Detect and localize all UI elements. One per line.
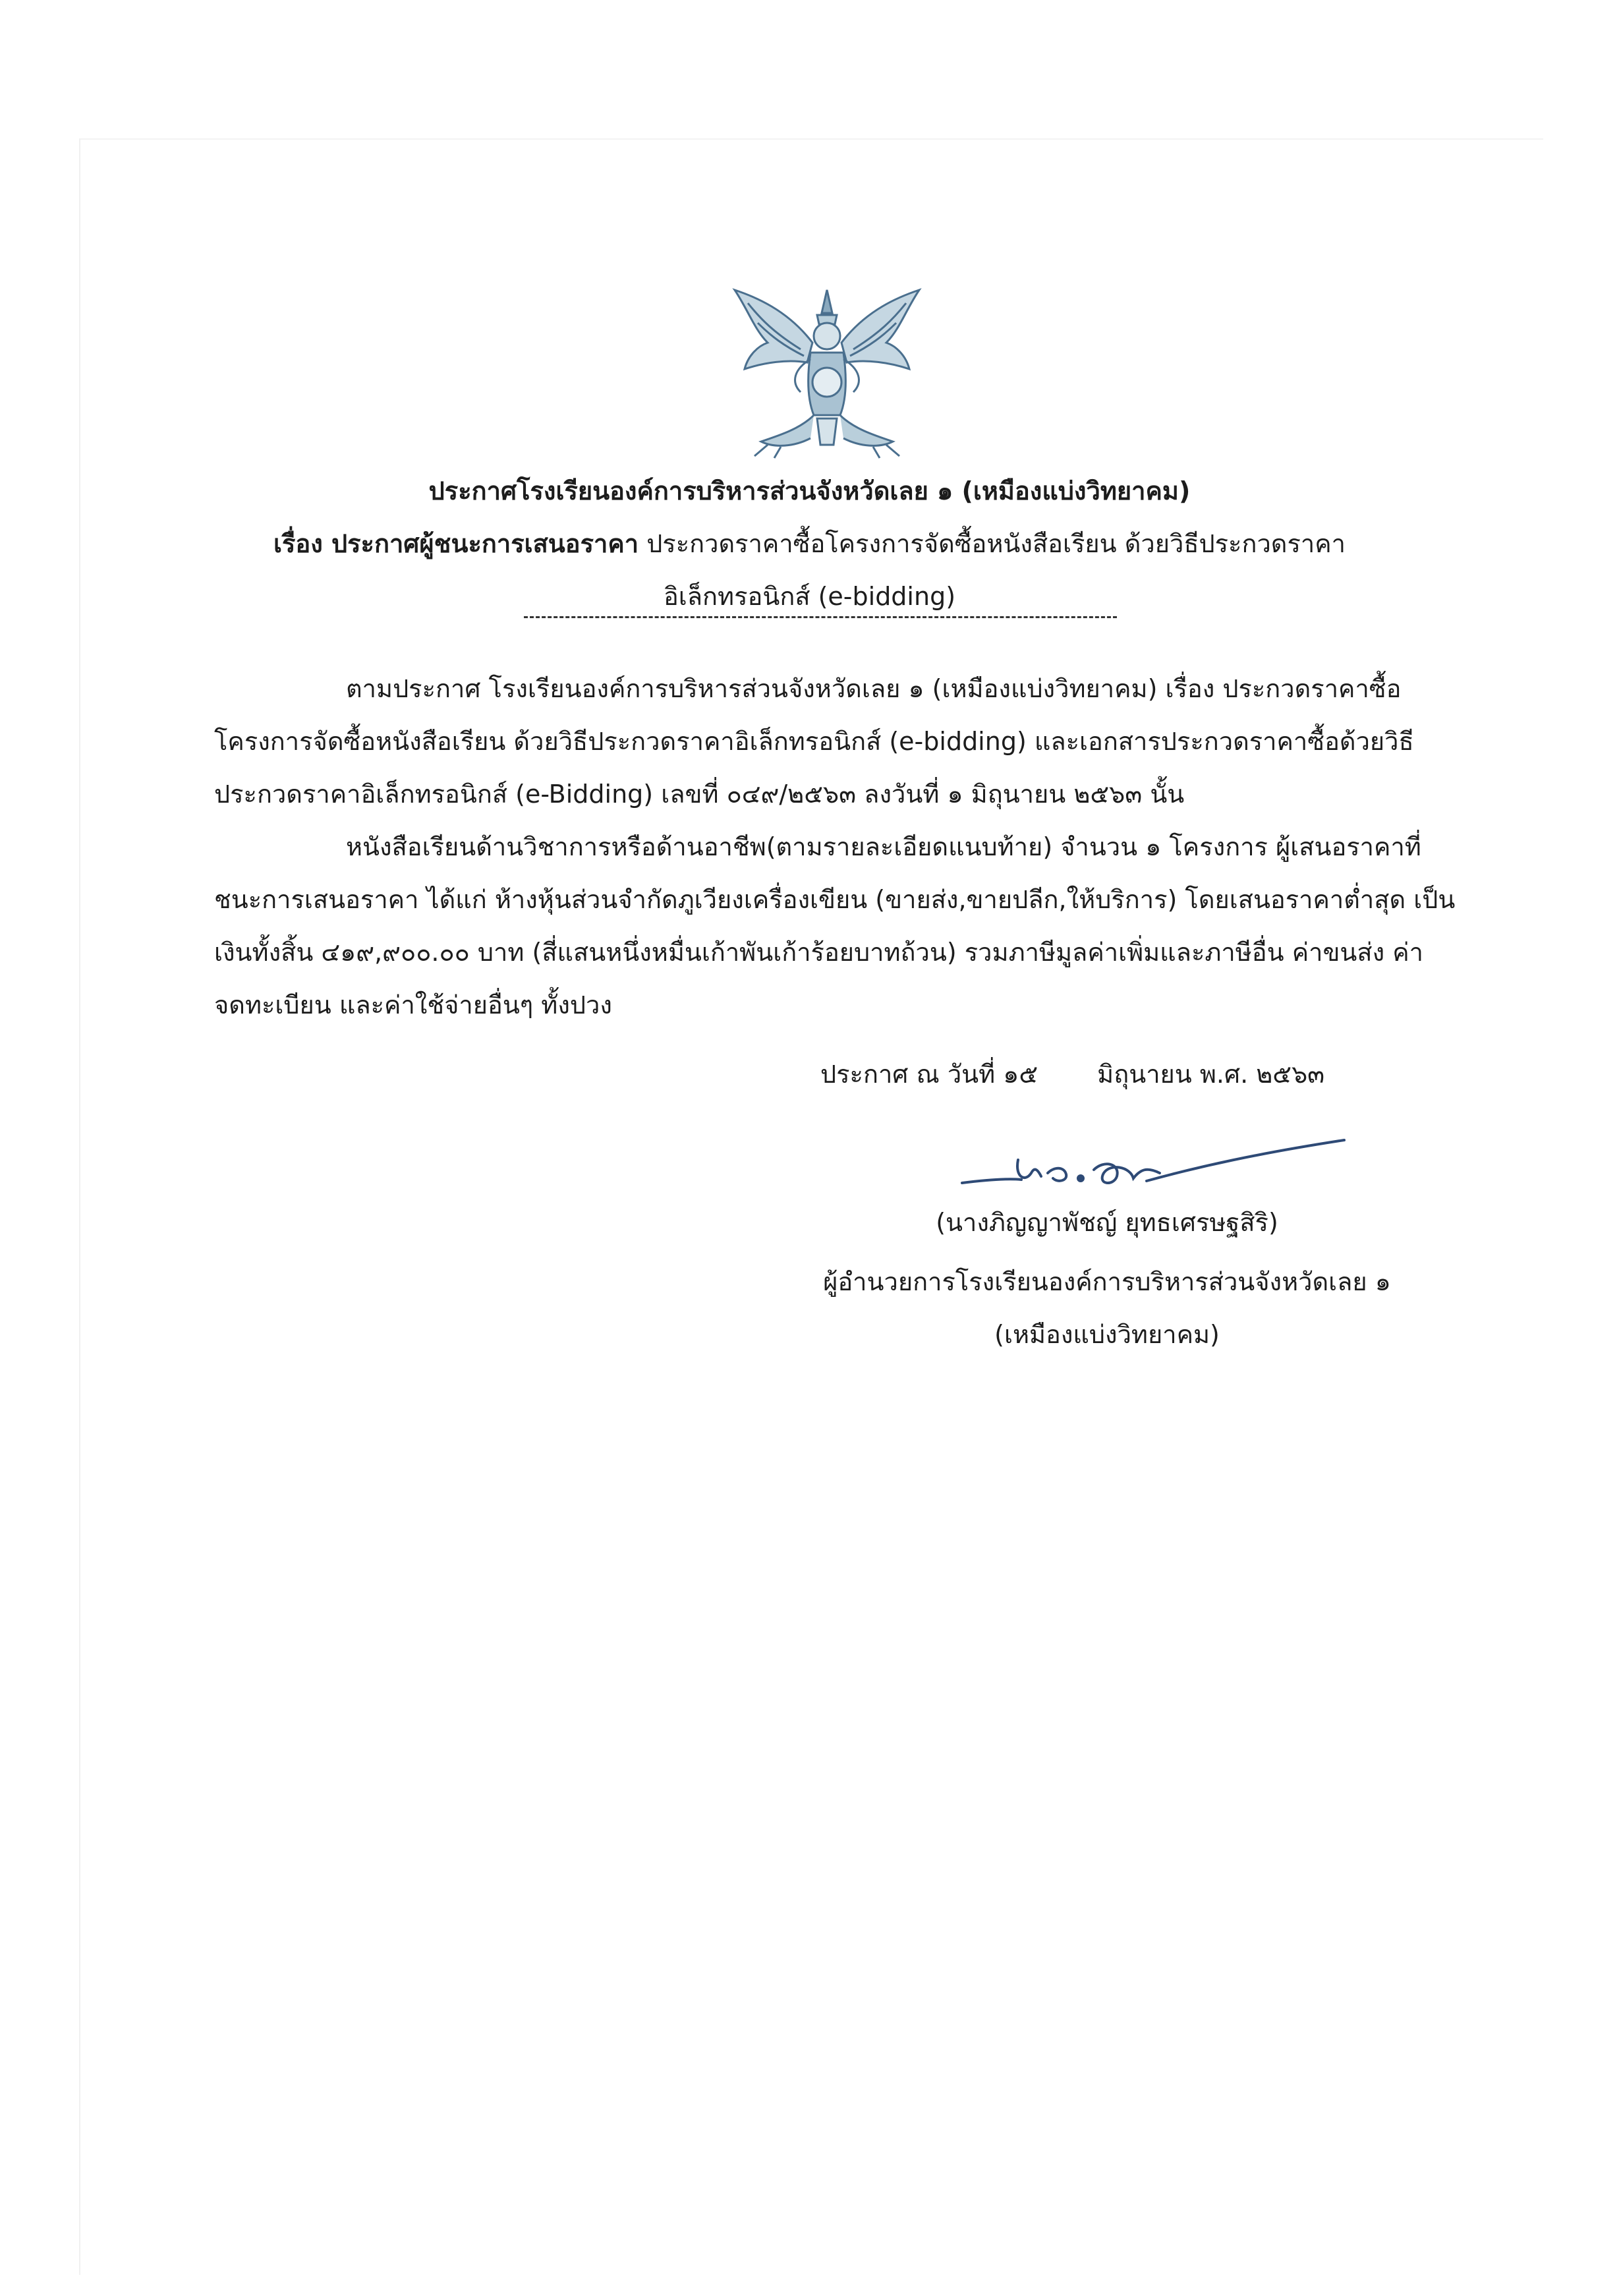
paragraph-winner	[214, 820, 1456, 1031]
paragraph-reference	[214, 662, 1427, 820]
paragraph-line: เงินทั้งสิ้น ๔๑๙,๙๐๐.๐๐ บาท (สี่แสนหนึ่งหมื่นเก้าพันเก้าร้อยบาทถ้วน) รวมภาษีมูลค่าเพิ่มและภาษีอื่น ค่าขนส่ง ค่า	[214, 938, 1423, 967]
paragraph-line: ชนะการเสนอราคา ได้แก่ ห้างหุ้นส่วนจำกัดภูเวียงเครื่องเขียน (ขายส่ง,ขายปลีก,ให้บริการ) โดยเสนอราคาต่ำสุด เป็น	[214, 885, 1456, 914]
announcement-title: ประกาศโรงเรียนองค์การบริหารส่วนจังหวัดเลย ๑ (เหมืองแบ่งวิทยาคม)	[428, 476, 1191, 505]
paragraph-line: ประกวดราคาอิเล็กทรอนิกส์ (e-Bidding) เลขที่ ๐๔๙/๒๕๖๓ ลงวันที่ ๑ มิถุนายน ๒๕๖๓ นั้น	[214, 780, 1185, 809]
subject-label: เรื่อง ประกาศผู้ชนะการเสนอราคา	[273, 529, 639, 558]
garuda-emblem-icon	[728, 283, 926, 461]
paragraph-line: ตามประกาศ โรงเรียนองค์การบริหารส่วนจังหวัดเลย ๑ (เหมืองแบ่งวิทยาคม) เรื่อง ประกวดราคาซื้อ	[346, 674, 1402, 703]
subject-line-continued: อิเล็กทรอนิกส์ (e-bidding)	[663, 582, 956, 611]
signatory-position: ผู้อำนวยการโรงเรียนองค์การบริหารส่วนจังหวัดเลย ๑	[823, 1267, 1391, 1296]
date-month-year: มิถุนายน พ.ศ. ๒๕๖๓	[1097, 1060, 1325, 1089]
date-prefix: ประกาศ ณ วันที่ ๑๕	[820, 1060, 1038, 1089]
dashed-divider	[524, 616, 1117, 618]
announcement-date	[820, 1048, 1324, 1101]
paragraph-line: หนังสือเรียนด้านวิชาการหรือด้านอาชีพ(ตามรายละเอียดแนบท้าย) จำนวน ๑ โครงการ ผู้เสนอราคาที่	[346, 832, 1421, 861]
subject-text: ประกวดราคาซื้อโครงการจัดซื้อหนังสือเรียน ด้วยวิธีประกวดราคา	[639, 529, 1346, 558]
paragraph-line: จดทะเบียน และค่าใช้จ่ายอื่นๆ ทั้งปวง	[214, 990, 612, 1019]
paragraph-line: โครงการจัดซื้อหนังสือเรียน ด้วยวิธีประกวดราคาอิเล็กทรอนิกส์ (e-bidding) และเอกสารประกวดราคาซื้อด้วยวิธี	[214, 727, 1414, 756]
subject-line	[198, 517, 1421, 570]
signatory-name: (นางภิญญาพัชญ์ ยุทธเศรษฐสิริ)	[936, 1208, 1278, 1237]
handwritten-signature-icon	[949, 1120, 1357, 1199]
signatory-school: (เหมืองแบ่งวิทยาคม)	[994, 1320, 1220, 1349]
